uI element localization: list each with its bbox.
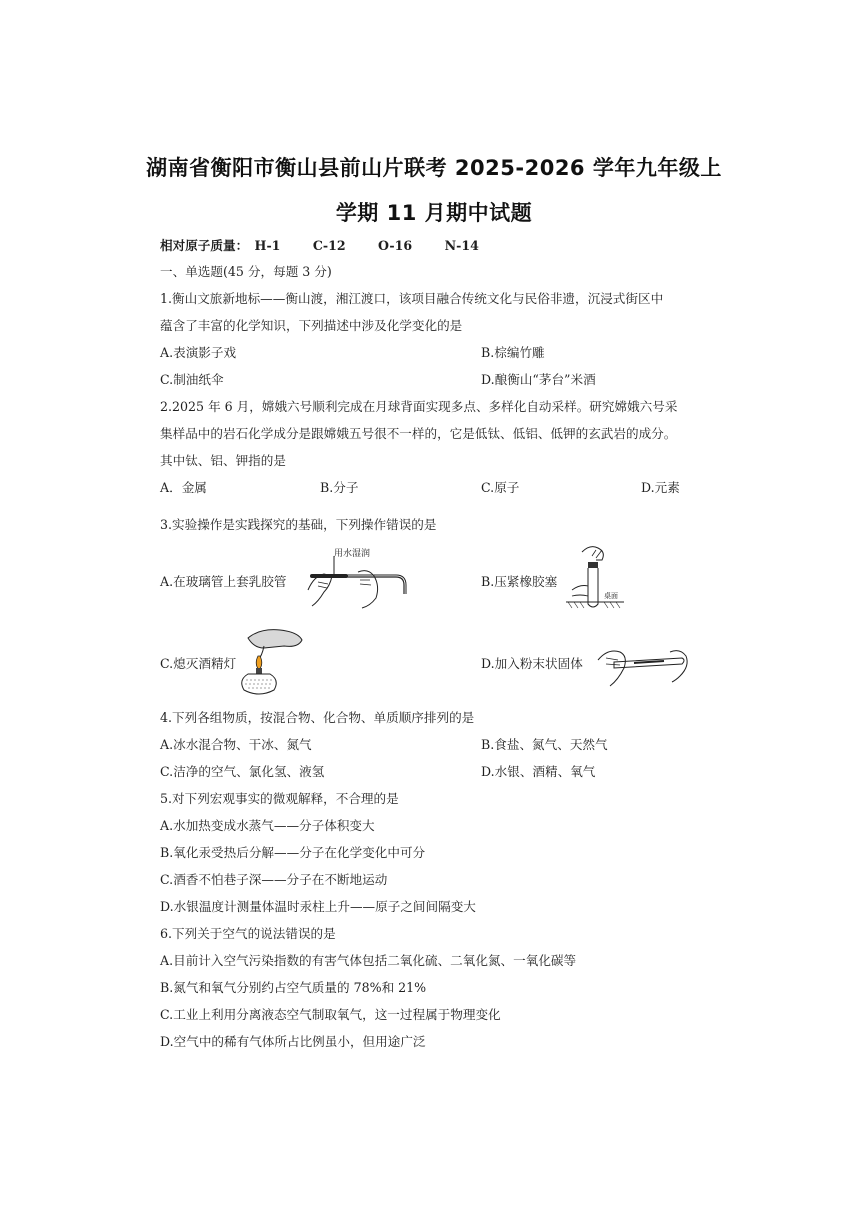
option-a: A.冰水混合物、干冰、氮气 [160,737,312,752]
option-b: B.棕编竹雕 [481,345,545,360]
option-d: D.水银温度计测量体温时汞柱上升——原子之间间隔变大 [160,899,476,914]
stopper-figure [566,542,626,616]
option-c: C.酒香不怕巷子深——分子在不断地运动 [160,872,388,887]
option-a: A.表演影子戏 [160,345,237,360]
option-a: A．金属 [160,480,207,495]
question-stem: 其中钛、铝、钾指的是 [160,453,286,468]
option-c: C.熄灭酒精灯 [160,656,237,671]
atomic-mass-label: 相对原子质量： [160,238,249,253]
desk-label: 桌面 [604,592,618,600]
atomic-mass-line [160,237,479,255]
question-stem: 蕴含了丰富的化学知识，下列描述中涉及化学变化的是 [160,318,463,333]
option-d: D.空气中的稀有气体所占比例虽小，但用途广泛 [160,1034,426,1049]
option-d: D.酿衡山“茅台”米酒 [481,372,596,387]
atomic-mass-n: N-14 [444,238,479,253]
option-d: D.加入粉末状固体 [481,656,583,671]
option-d: D.元素 [641,480,680,495]
option-c: C.原子 [481,480,520,495]
question-stem: 4.下列各组物质，按混合物、化合物、单质顺序排列的是 [160,710,475,725]
wet-label: 用水湿润 [334,549,371,559]
option-c: C.工业上利用分离液态空气制取氧气，这一过程属于物理变化 [160,1007,501,1022]
option-a: A.水加热变成水蒸气——分子体积变大 [160,818,375,833]
option-b: B.分子 [320,480,359,495]
option-a: A.在玻璃管上套乳胶管 [160,574,287,589]
question-stem: 集样品中的岩石化学成分是跟嫦娥五号很不一样的，它是低钛、低铝、低钾的玄武岩的成分。 [160,426,677,441]
question-stem: 2.2025 年 6 月，嫦娥六号顺利完成在月球背面实现多点、多样化自动采样。研究嫦娥六号采 [160,399,678,414]
option-c: C.洁净的空气、氯化氢、液氢 [160,764,325,779]
option-d: D.水银、酒精、氧气 [481,764,596,779]
question-stem: 5.对下列宏观事实的微观解释，不合理的是 [160,791,399,806]
option-a: A.目前计入空气污染指数的有害气体包括二氧化硫、二氧化氮、一氧化碳等 [160,953,577,968]
question-stem: 3.实验操作是实践探究的基础，下列操作错误的是 [160,517,437,532]
exam-title-line1: 湖南省衡阳市衡山县前山片联考 2025-2026 学年九年级上 [146,156,722,180]
alcohol-lamp-figure [240,626,310,698]
option-b: B.食盐、氮气、天然气 [481,737,608,752]
question-stem: 6.下列关于空气的说法错误的是 [160,926,336,941]
option-b: B.氮气和氧气分别约占空气质量的 78%和 21% [160,980,427,995]
rubber-tube-figure [298,546,418,612]
exam-title-line2: 学期 11 月期中试题 [335,201,533,225]
atomic-mass-c: C-12 [312,238,346,253]
section-heading: 一、单选题(45 分，每题 3 分) [160,264,332,279]
atomic-mass-h: H-1 [254,238,281,253]
question-stem: 1.衡山文旅新地标——衡山渡，湘江渡口，该项目融合传统文化与民俗非遗，沉浸式街区中 [160,291,664,306]
atomic-mass-o: O-16 [378,238,413,253]
option-b: B.氧化汞受热后分解——分子在化学变化中可分 [160,845,426,860]
option-b: B.压紧橡胶塞 [481,574,558,589]
powder-figure [594,640,690,690]
option-c: C.制油纸伞 [160,372,224,387]
